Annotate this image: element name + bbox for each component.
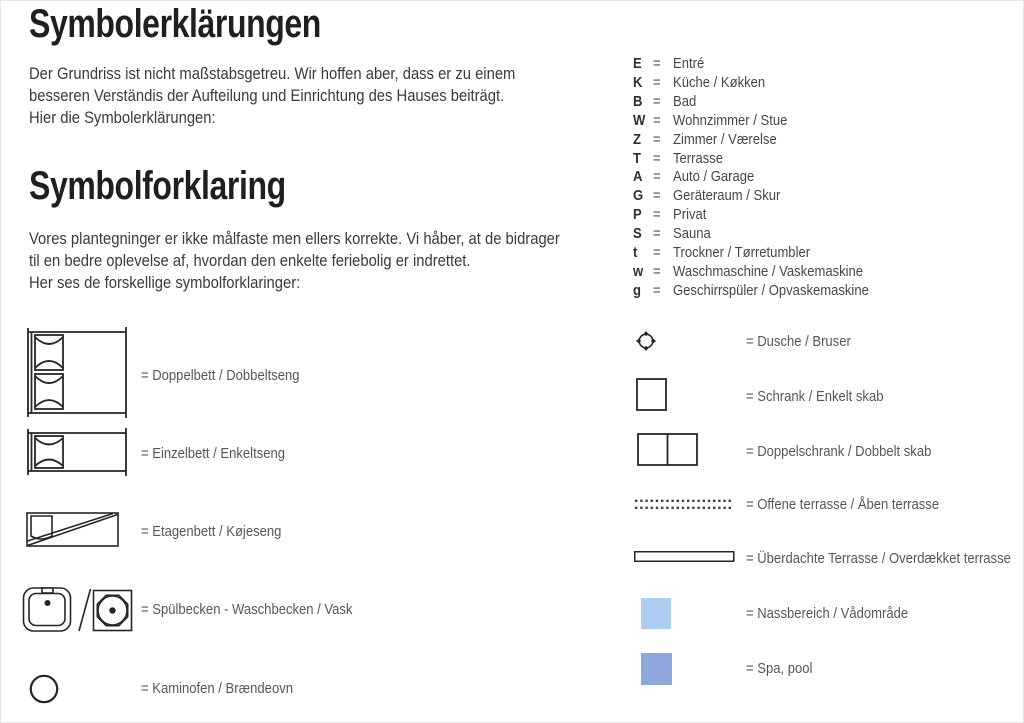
equals-sign: = (653, 168, 661, 186)
heading-de-wrap (29, 3, 394, 45)
abbrev-label: Terrasse (673, 149, 724, 167)
page-title-danish: Symbolforklaring (29, 164, 286, 208)
abbrev-row (633, 168, 869, 187)
abbrev-label: Küche / Køkken (673, 73, 766, 91)
legend-label-covered-terrace: = Überdachte Terrasse / Overdækket terrasse (746, 550, 1011, 567)
abbrev-letter: w (633, 262, 644, 280)
legend-label-bunk-bed: = Etagenbett / Køjeseng (141, 523, 282, 540)
abbrev-letter: W (633, 111, 646, 129)
intro-danish-line: til en bedre oplevelse af, hvordan den enkelte feriebolig er indrettet. (29, 251, 471, 270)
abbrev-letter: G (633, 187, 644, 205)
abbrev-row (633, 55, 869, 74)
legend-label-sink: = Spülbecken - Waschbecken / Vask (141, 601, 353, 618)
covered-terrace-icon (634, 551, 735, 563)
abbrev-row (633, 131, 869, 150)
legend-label-single-wardrobe: = Schrank / Enkelt skab (746, 388, 884, 405)
abbrev-label: Zimmer / Værelse (673, 130, 777, 148)
double-bed-icon (25, 326, 130, 419)
single-bed-icon (25, 428, 130, 476)
abbrev-label: Trockner / Tørretumbler (673, 244, 811, 262)
abbrev-label: Auto / Garage (673, 168, 755, 186)
abbrev-letter: g (633, 281, 641, 299)
abbrev-letter: T (633, 149, 641, 167)
legend-label-spa-pool: = Spa, pool (746, 660, 813, 677)
intro-danish-line: Her ses de forskellige symbolforklaringer: (29, 273, 301, 292)
intro-german (29, 63, 515, 129)
abbrev-label: Privat (673, 206, 707, 224)
legend-label-wet-area: = Nassbereich / Vådområde (746, 605, 909, 622)
intro-german-line: Der Grundriss ist nicht maßstabsgetreu. Wir hoffen aber, dass er zu einem (29, 64, 516, 83)
abbrev-label: Entré (673, 55, 705, 72)
abbrev-row (633, 244, 869, 263)
equals-sign: = (653, 111, 661, 129)
abbrev-row (633, 282, 869, 301)
legend-label-stove: = Kaminofen / Brændeovn (141, 680, 293, 697)
intro-danish (29, 228, 560, 294)
spa-pool-swatch (641, 653, 672, 685)
abbrev-label: Geräteraum / Skur (673, 187, 781, 205)
abbrev-row (633, 206, 869, 225)
equals-sign: = (653, 244, 661, 262)
abbrev-row (633, 263, 869, 282)
bunk-bed-icon (26, 512, 119, 547)
equals-sign: = (653, 149, 661, 167)
equals-sign: = (653, 262, 661, 280)
abbrev-row (633, 112, 869, 131)
abbrev-label: Waschmaschine / Vaskemaskine (673, 262, 864, 280)
equals-sign: = (653, 206, 661, 224)
equals-sign: = (653, 55, 661, 72)
equals-sign: = (653, 281, 661, 299)
abbrev-row (633, 150, 869, 169)
equals-sign: = (653, 130, 661, 148)
abbrev-label: Geschirrspüler / Opvaskemaskine (673, 281, 869, 299)
abbrev-label: Wohnzimmer / Stue (673, 111, 788, 129)
abbrev-label: Bad (673, 92, 697, 110)
single-wardrobe-icon (636, 378, 668, 412)
legend-label-single-bed: = Einzelbett / Enkeltseng (141, 445, 286, 462)
abbrev-letter: P (633, 206, 642, 224)
legend-label-double-wardrobe: = Doppelschrank / Dobbelt skab (746, 443, 932, 460)
abbrev-letter: Z (633, 130, 641, 148)
legend-label-open-terrace: = Offene terrasse / Åben terrasse (746, 496, 940, 513)
abbrev-row (633, 187, 869, 206)
page-title-german: Symbolerklärungen (29, 2, 321, 46)
abbrev-letter: S (633, 225, 642, 243)
equals-sign: = (653, 187, 661, 205)
sink-washbasin-icon (22, 584, 134, 636)
abbrev-letter: E (633, 55, 642, 72)
abbrev-letter: B (633, 92, 643, 110)
abbreviation-list (633, 55, 869, 301)
wet-area-swatch (641, 598, 671, 629)
legend-label-shower: = Dusche / Bruser (746, 333, 851, 350)
equals-sign: = (653, 92, 661, 110)
abbrev-letter: A (633, 168, 643, 186)
legend-label-double-bed: = Doppelbett / Dobbeltseng (141, 367, 300, 384)
equals-sign: = (653, 73, 661, 91)
abbrev-row (633, 225, 869, 244)
double-wardrobe-icon (637, 433, 699, 467)
abbrev-row (633, 93, 869, 112)
abbrev-row (633, 74, 869, 93)
abbrev-label: Sauna (673, 225, 711, 243)
wood-stove-icon (29, 674, 59, 704)
shower-icon (635, 330, 657, 352)
intro-german-line: Hier die Symbolerklärungen: (29, 108, 216, 127)
open-terrace-icon (634, 498, 732, 512)
abbrev-letter: t (633, 244, 638, 262)
abbrev-letter: K (633, 73, 643, 91)
intro-german-line: besseren Verständis der Aufteilung und Einrichtung des Hauses beiträgt. (29, 86, 505, 105)
heading-da-wrap (29, 165, 350, 207)
equals-sign: = (653, 225, 661, 243)
intro-danish-line: Vores plantegninger er ikke målfaste men ellers korrekte. Vi håber, at de bidrager (29, 229, 560, 248)
